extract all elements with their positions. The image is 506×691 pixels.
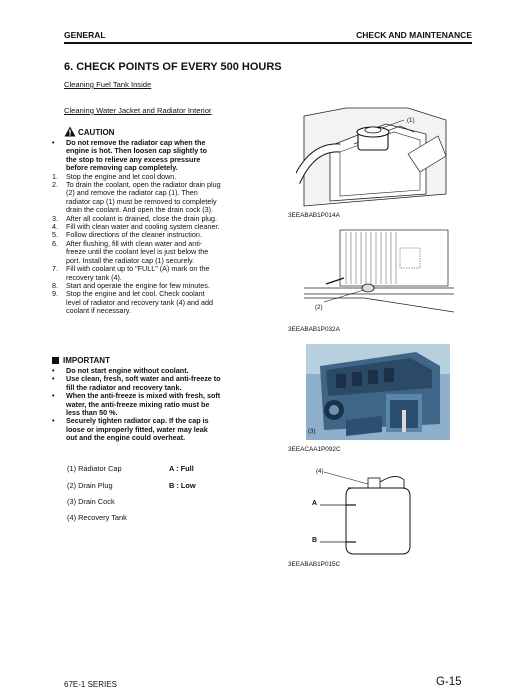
step-2: [50, 181, 282, 215]
figure-callout: (3): [308, 428, 316, 435]
legend-part: (3) Drain Cock: [67, 497, 115, 506]
figure-caption: 3EEABAB1P032A: [288, 326, 340, 333]
legend-mark: B : Low: [169, 481, 196, 490]
important-line: Use clean, fresh, soft water and anti-freeze to: [66, 374, 221, 384]
fuel-tank-heading: Cleaning Fuel Tank Inside: [64, 80, 152, 89]
legend-part: (2) Drain Plug: [67, 481, 113, 490]
header-section: GENERAL: [64, 30, 106, 40]
bullet-icon: •: [52, 391, 55, 401]
step-line: radiator cap (1) must be removed to completely: [66, 196, 217, 206]
bullet-icon: •: [52, 374, 55, 384]
figure-callout: (2): [315, 304, 323, 311]
step-line: coolant if necessary.: [66, 306, 131, 316]
radiator-cap-figure: [296, 106, 456, 210]
step-line: After all coolant is drained, close the drain plug.: [66, 213, 218, 223]
step-line: Fill with coolant up to "FULL" (A) mark on the: [66, 264, 210, 274]
important-item: [50, 417, 282, 442]
step-number: 5.: [52, 230, 58, 240]
step-line: Stop the engine and let cool. Check coolant: [66, 289, 205, 299]
engine-photo: [306, 344, 450, 440]
step-line: Start and operate the engine for few minutes.: [66, 280, 210, 290]
page-number: G-15: [436, 676, 462, 688]
warning-line: engine is hot. Then loosen cap slightly to: [66, 146, 207, 156]
figure-caption: 3EEABAB1P014A: [288, 212, 340, 219]
step-6: [50, 240, 282, 265]
header-chapter: CHECK AND MAINTENANCE: [356, 30, 472, 40]
caution-warning: [50, 139, 282, 173]
square-bullet-icon: [52, 357, 59, 364]
step-number: 7.: [52, 264, 58, 274]
step-number: 2.: [52, 180, 58, 190]
step-line: level of radiator and recovery tank (4) and add: [66, 297, 214, 307]
step-line: recovery tank (4).: [66, 272, 122, 282]
step-7: [50, 265, 282, 282]
step-line: freeze until the coolant level is just below the: [66, 247, 209, 257]
important-item: [50, 375, 282, 392]
step-line: (2) and remove the radiator cap (1). Then: [66, 188, 198, 198]
figure-callout: (1): [407, 117, 415, 124]
drain-plug-figure: [304, 226, 456, 318]
step-9: [50, 290, 282, 315]
important-line: fill the radiator and recovery tank.: [66, 382, 182, 392]
caution-block: [50, 126, 282, 316]
warning-line: the stop to relieve any excess pressure: [66, 154, 201, 164]
warning-line: Do not remove the radiator cap when the: [66, 138, 206, 147]
important-item: [50, 392, 282, 417]
step-number: 1.: [52, 171, 58, 181]
step-line: Stop the engine and let cool down.: [66, 171, 177, 181]
figure-caption: 3EEACAA1P092C: [288, 446, 341, 453]
step-line: After flushing, fill with clean water and anti-: [66, 238, 203, 248]
bullet-icon: •: [52, 366, 55, 375]
step-number: 4.: [52, 222, 58, 232]
step-number: 9.: [52, 289, 58, 299]
important-label: IMPORTANT: [63, 356, 110, 365]
water-jacket-heading: Cleaning Water Jacket and Radiator Interior: [64, 106, 212, 115]
important-line: Do not start engine without coolant.: [66, 366, 189, 375]
low-mark-label: B: [312, 537, 318, 544]
header-rule: [64, 42, 472, 44]
step-line: To drain the coolant, open the radiator drain plug: [66, 180, 221, 190]
warning-line: before removing cap completely.: [66, 163, 178, 173]
step-number: 3.: [52, 213, 58, 223]
important-line: out and the engine could overheat.: [66, 433, 186, 443]
legend-mark: A : Full: [169, 464, 194, 473]
legend-part: (4) Recovery Tank: [67, 513, 127, 522]
step-number: 6.: [52, 238, 58, 248]
important-line: When the anti-freeze is mixed with fresh, soft: [66, 391, 221, 401]
footer-series: 67E-1 SERIES: [64, 680, 117, 689]
figure-callout: (4): [316, 468, 324, 475]
important-line: Securely tighten radiator cap. If the cap is: [66, 416, 209, 426]
important-line: less than 50 %.: [66, 408, 118, 418]
bullet-icon: •: [52, 138, 55, 147]
recovery-tank-figure: [310, 464, 430, 556]
full-mark-label: A: [312, 500, 318, 507]
step-line: drain the coolant. And open the drain cock (3).: [66, 205, 214, 215]
warning-triangle-icon: [64, 126, 76, 137]
bullet-icon: •: [52, 416, 55, 426]
important-block: [50, 356, 282, 443]
caution-label: CAUTION: [78, 128, 115, 137]
step-line: port. Install the radiator cap (1) securely.: [66, 255, 195, 265]
section-title: 6. CHECK POINTS OF EVERY 500 HOURS: [64, 61, 282, 73]
figure-caption: 3EEABAB1P015C: [288, 561, 341, 568]
important-line: water, the anti-freeze mixing ratio must be: [66, 399, 210, 409]
important-line: loose or improperly fitted, water may leak: [66, 424, 208, 434]
step-line: Follow directions of the cleaner instruction.: [66, 230, 202, 240]
step-number: 8.: [52, 280, 58, 290]
legend-part: (1) Radiator Cap: [67, 464, 122, 473]
step-line: Fill with clean water and cooling system cleaner.: [66, 222, 220, 232]
